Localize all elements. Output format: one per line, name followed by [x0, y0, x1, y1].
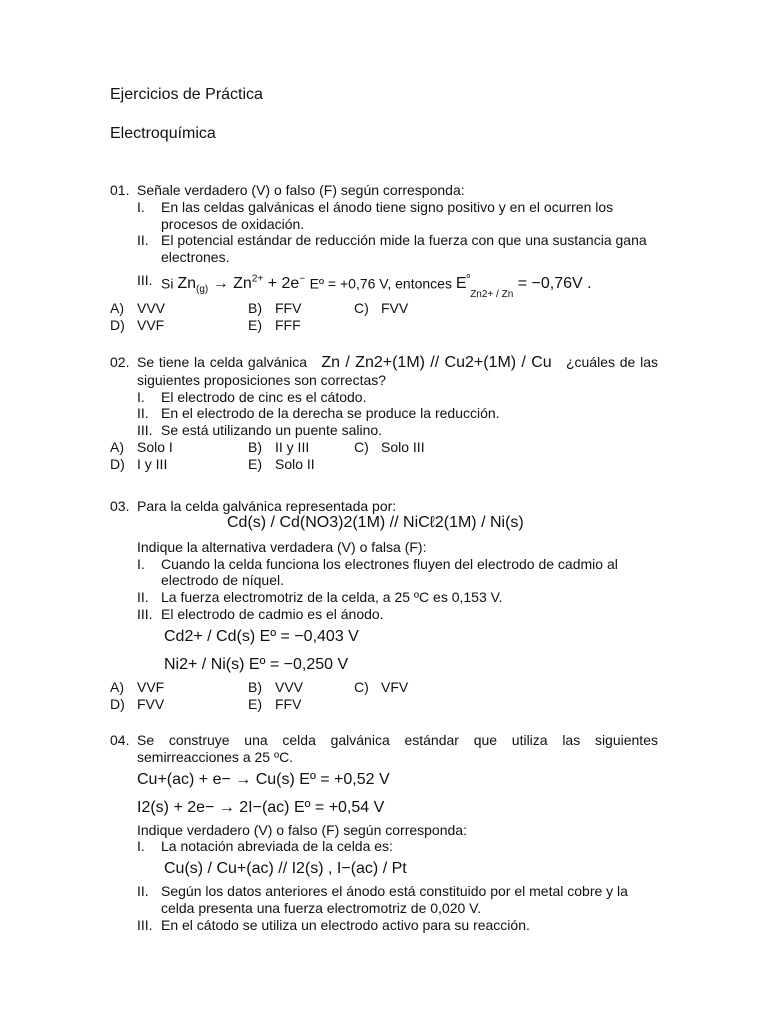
half-reaction-cd: Cd2+ / Cd(s) Eº = −0,403 V: [164, 627, 359, 645]
statement-2: II. Según los datos anteriores el ánodo está constituido por el metal cobre y la celda presenta una fuerza electromotriz de 0,020 V.: [137, 883, 628, 916]
question-stem: Para la celda galvánica representada por:: [137, 498, 397, 514]
statement-1: I. En las celdas galvánicas el ánodo tiene signo positivo y en el ocurren los procesos de oxidación.: [137, 198, 614, 232]
cell-notation: Zn / Zn2+(1M) // Cu2+(1M) / Cu: [321, 354, 552, 371]
question-instruction: Indique la alternativa verdadera (V) o falsa (F):: [137, 538, 427, 555]
option-c: C) VFV: [354, 678, 409, 695]
statement-3: III. Se está utilizando un puente salino.: [137, 422, 383, 439]
option-c: C) FVV: [354, 299, 409, 316]
statement-3: III. Si $Zn_{(g)} \to Zn^{2+} + 2e^-$ Eº = +0,76 V, entonces $E^º_{Zn2+ / Zn} = -0,76V$ .: [137, 271, 592, 300]
question-stem: Señale verdadero (V) o falso (F) según corresponda:: [137, 182, 465, 198]
answer-options: [110, 300, 658, 334]
half-reaction-ni: Ni2+ / Ni(s) Eº = −0,250 V: [164, 655, 349, 673]
option-a: A) Solo I: [110, 438, 173, 455]
option-a: A) VVV: [110, 299, 166, 316]
statement-1: I. El electrodo de cinc es el cátodo.: [137, 388, 367, 405]
option-e: E) Solo II: [248, 455, 315, 472]
statement-1: I. Cuando la celda funciona los electrones fluyen del electrodo de cadmio al electrodo de níquel.: [137, 555, 618, 589]
question-02: [110, 354, 658, 473]
option-e: E) FFV: [248, 695, 302, 712]
question-stem: Se construye una celda galvánica estándar que utiliza las siguientes semirreacciones a 25 ºC.: [137, 732, 658, 765]
cell-notation: Cu(s) / Cu+(ac) // I2(s) , I−(ac) / Pt: [164, 860, 407, 878]
option-b: B) II y III: [248, 438, 310, 455]
option-c: C) Solo III: [354, 438, 425, 455]
question-instruction: Indique verdadero (V) o falso (F) según corresponda:: [137, 821, 467, 838]
statement-2: II. En el electrodo de la derecha se produce la reducción.: [137, 405, 500, 422]
page-title: Ejercicios de Práctica: [110, 86, 263, 103]
statement-2: II. La fuerza electromotriz de la celda, a 25 ºC es 0,153 V.: [137, 589, 503, 606]
statement-2: II. El potencial estándar de reducción mide la fuerza con que una sustancia gana electrones.: [137, 232, 647, 266]
statement-3: III. El electrodo de cadmio es el ánodo.: [137, 605, 384, 622]
option-b: B) FFV: [248, 299, 302, 316]
statement-1: I. La notación abreviada de la celda es:: [137, 838, 393, 855]
option-a: A) VVF: [110, 678, 165, 695]
question-number: 02.: [110, 354, 130, 370]
page-subtitle: Electroquímica: [110, 125, 216, 142]
half-reaction-cu: Cu+(ac) + e− → Cu(s) Eº = +0,52 V: [137, 770, 390, 788]
question-stem: Se tiene la celda galvánica Zn / Zn2+(1M) // Cu2+(1M) / Cu ¿cuáles de las siguientes proposiciones son correctas?: [137, 354, 658, 388]
statement-3: III. En el cátodo se utiliza un electrodo activo para su reacción.: [137, 916, 530, 933]
cell-notation: Cd(s) / Cd(NO3)2(1M) // NiCℓ2(1M) / Ni(s): [227, 513, 524, 531]
reaction-equation: $Zn_{(g)} \to Zn^{2+} + 2e^-$: [177, 273, 306, 296]
option-d: D) VVF: [110, 316, 165, 333]
answer-options: [110, 679, 658, 713]
option-d: D) FVV: [110, 695, 165, 712]
half-reaction-iodine: I2(s) + 2e− → 2I−(ac) Eº = +0,54 V: [137, 798, 385, 816]
option-d: D) I y III: [110, 455, 168, 472]
option-b: B) VVV: [248, 678, 304, 695]
standard-potential: $E^º_{Zn2+ / Zn} = -0,76V$ .: [455, 273, 592, 300]
question-number: 03.: [110, 498, 130, 514]
question-04: [110, 732, 658, 934]
question-01: [110, 182, 658, 334]
question-number: 01.: [110, 182, 130, 198]
answer-options: [110, 439, 658, 473]
question-number: 04.: [110, 732, 130, 748]
question-03: [110, 498, 658, 713]
option-e: E) FFF: [248, 316, 301, 333]
